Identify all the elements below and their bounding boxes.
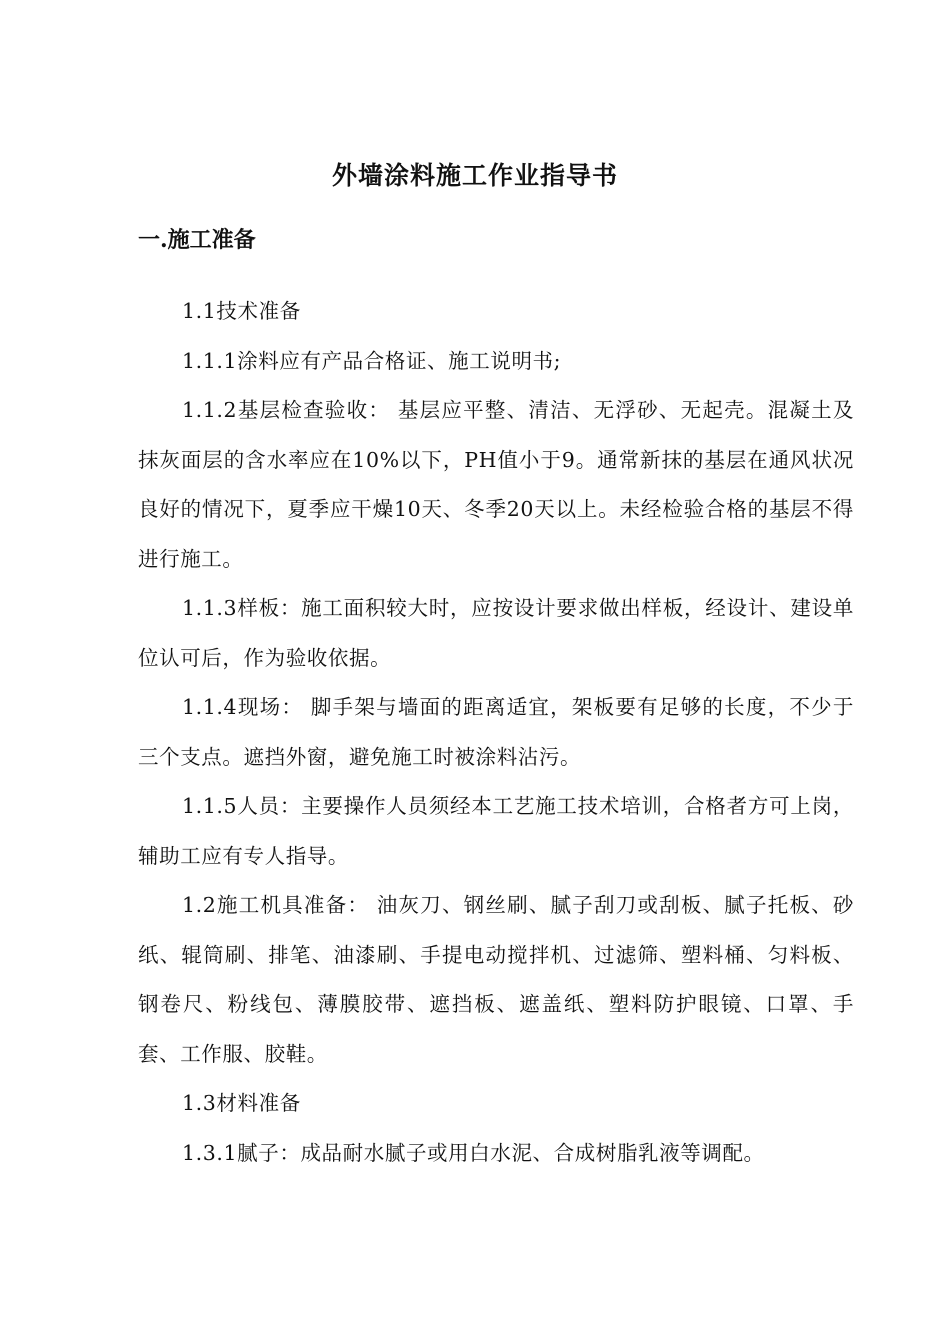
document-title: 外墙涂料施工作业指导书 [331, 161, 618, 190]
paragraph-1-3-1: 1.3.1腻子：成品耐水腻子或用白水泥、合成树脂乳液等调配。 [182, 1140, 765, 1165]
paragraph-1-1-3: 1.1.3样板：施工面积较大时，应按设计要求做出样板，经设计、建设单位认可后，作为验收依据。 [138, 596, 854, 670]
paragraph-1-1-5: 1.1.5人员：主要操作人员须经本工艺施工技术培训，合格者方可上岗，辅助工应有专人指导。 [138, 794, 854, 868]
paragraph-1-2: 1.2施工机具准备： 油灰刀、钢丝刷、腻子刮刀或刮板、腻子托板、砂纸、辊筒刷、排笔、油漆刷、手提电动搅拌机、过滤筛、塑料桶、匀料板、钢卷尺、粉线包、薄膜胶带、遮挡板、遮盖纸、塑料防护眼镜、口罩、手套、工作服、胶鞋。 [138, 893, 854, 1066]
paragraph-1-1-2: 1.1.2基层检查验收： 基层应平整、清洁、无浮砂、无起壳。混凝土及抹灰面层的含水率应在10%以下，PH值小于9。通常新抹的基层在通风状况良好的情况下，夏季应干燥10天、冬季20天以上。未经检验合格的基层不得进行施工。 [138, 398, 854, 571]
paragraph-1-1-1: 1.1.1涂料应有产品合格证、施工说明书; [182, 348, 562, 373]
paragraph-1-1-4: 1.1.4现场： 脚手架与墙面的距离适宜，架板要有足够的长度，不少于三个支点。遮挡外窗，避免施工时被涂料沾污。 [138, 695, 854, 769]
section-body [138, 287, 854, 1178]
section-heading-preparation: 一.施工准备 [138, 227, 256, 253]
paragraph-1-1: 1.1技术准备 [182, 299, 301, 323]
paragraph-1-3: 1.3材料准备 [182, 1091, 301, 1115]
